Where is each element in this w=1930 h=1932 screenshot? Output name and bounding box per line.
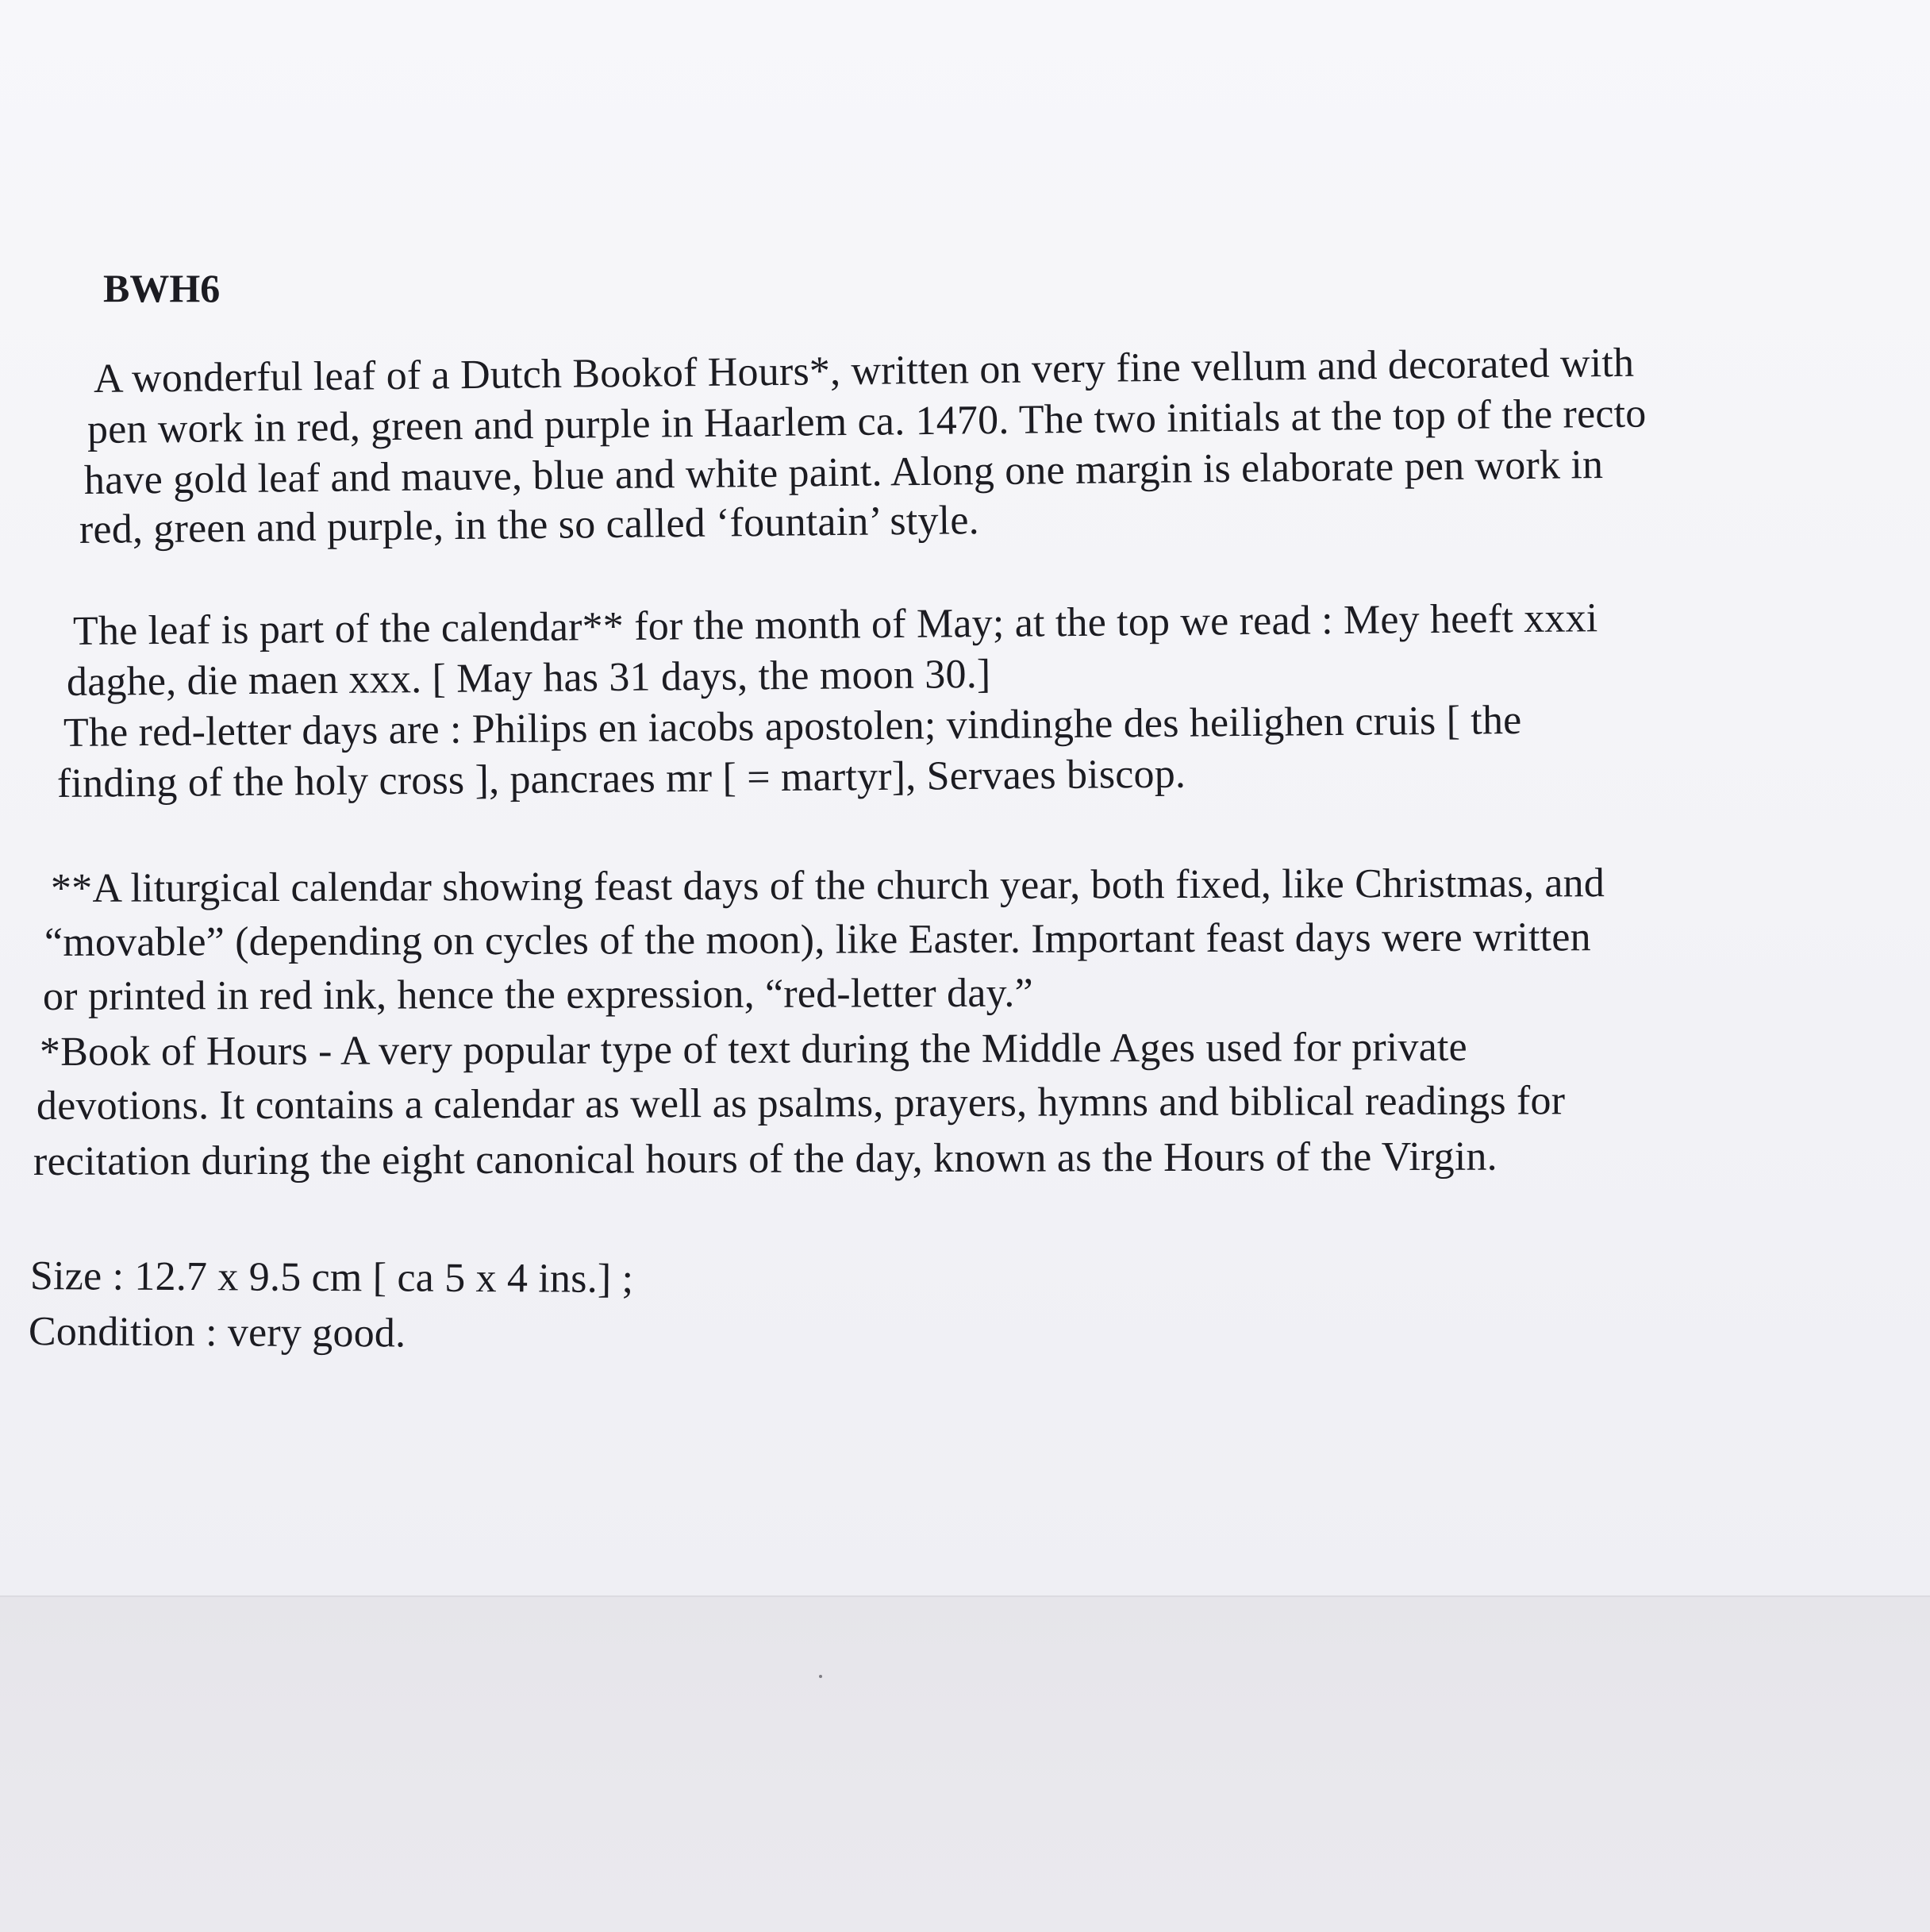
calendar-line: The leaf is part of the calendar** for the month of May; at the top we read : Mey heeft xxxi: [72, 595, 1598, 654]
notes-line: or printed in red ink, hence the expression, “red-letter day.”: [42, 970, 1033, 1019]
description-line: red, green and purple, in the so called ‘fountain’ style.: [79, 498, 980, 552]
description-line: pen work in red, green and purple in Haarlem ca. 1470. The two initials at the top of the recto: [87, 391, 1647, 452]
notes-line: “movable” (depending on cycles of the moon), like Easter. Important feast days were written: [44, 914, 1591, 965]
notes-line: devotions. It contains a calendar as well as psalms, prayers, hymns and biblical readings for: [36, 1078, 1566, 1129]
condition-line: Condition : very good.: [28, 1309, 406, 1357]
calendar-line: The red-letter days are : Philips en iacobs apostolen; vindinghe des heilighen cruis [ the: [63, 697, 1522, 756]
notes-line: recitation during the eight canonical hours of the day, known as the Hours of the Virgin.: [33, 1133, 1497, 1184]
calendar-line: daghe, die maen xxx. [ May has 31 days, the moon 30.]: [66, 651, 991, 705]
lot-code-heading: BWH6: [103, 266, 221, 310]
dust-speck: [819, 1675, 822, 1678]
size-line: Size : 12.7 x 9.5 cm [ ca 5 x 4 ins.] ;: [29, 1253, 634, 1302]
calendar-line: finding of the holy cross ], pancraes mr [ = martyr], Servaes biscop.: [56, 751, 1186, 806]
notes-line: *Book of Hours - A very popular type of text during the Middle Ages used for private: [39, 1024, 1468, 1075]
table-surface: [0, 1595, 1930, 1932]
description-line: have gold leaf and mauve, blue and white paint. Along one margin is elaborate pen work in: [83, 441, 1604, 503]
description-line: A wonderful leaf of a Dutch Bookof Hours*, written on very fine vellum and decorated with: [93, 340, 1635, 402]
notes-line: **A liturgical calendar showing feast days of the church year, both fixed, like Christmas, and: [50, 860, 1605, 911]
